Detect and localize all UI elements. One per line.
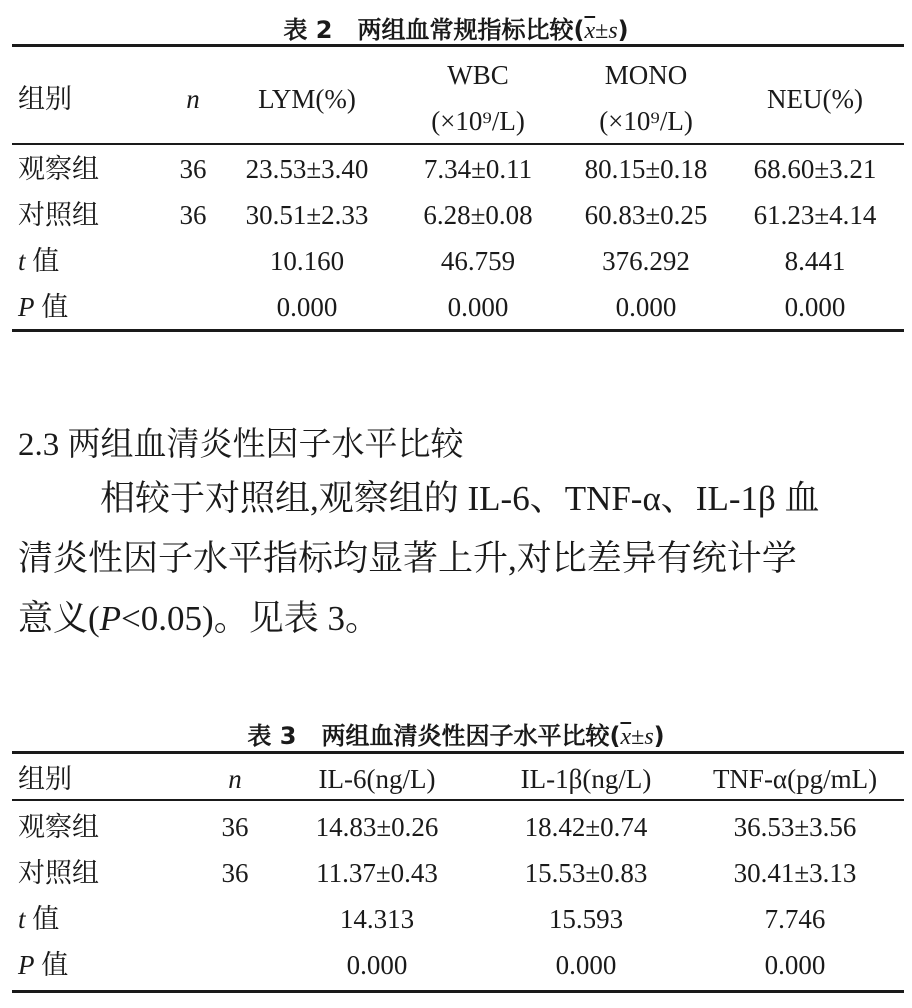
table2-header-wbc-unit: (×10⁹/L) (431, 106, 525, 136)
table3-row1-tnf: 36.53±3.56 (733, 812, 857, 842)
table3-row2-il1b: 15.53±0.83 (524, 858, 648, 888)
table3-caption-close: ) (653, 722, 665, 750)
table2-row2-wbc: 6.28±0.08 (423, 200, 533, 230)
section-paragraph-line2: 清炎性因子水平指标均显著上升,对比差异有统计学 (18, 539, 797, 578)
table2-caption-open: ( (573, 16, 585, 44)
table2-caption-label: 表 2 (283, 16, 333, 44)
table2-p-symbol: P (18, 292, 35, 322)
table2-header-wbc: WBC (447, 60, 509, 90)
table2-header-rule (12, 143, 904, 145)
table2-caption-xbar: $\overline{x}$ (584, 18, 596, 44)
table2-t-value-word: 值 (32, 246, 60, 276)
table3-caption-xbar: $\overline{x}$ (620, 724, 632, 750)
table3-t-value-word: 值 (32, 904, 60, 934)
table2-row1-lym: 23.53±3.40 (245, 154, 369, 184)
table2-p-label (18, 294, 68, 321)
table2-t-label (18, 248, 59, 275)
table3-header-group: 组别 (18, 764, 72, 794)
table2-t-mono: 376.292 (602, 246, 690, 276)
table3-header-tnf: TNF-α(pg/mL) (712, 764, 878, 794)
table2-row1-group: 观察组 (18, 154, 99, 184)
table3-t-tnf: 7.746 (764, 904, 826, 934)
section-paragraph-line1: 相较于对照组,观察组的 IL-6、TNF-α、IL-1β 血 (100, 479, 820, 518)
table3-header-il6: IL-6(ng/L) (318, 764, 436, 794)
table2-t-neu: 8.441 (784, 246, 846, 276)
table2-caption-text: 两组血常规指标比较 (357, 16, 574, 44)
table2-p-value-word: 值 (41, 292, 69, 322)
table3-row1-il6: 14.83±0.26 (315, 812, 439, 842)
table2-caption-pm: ± (595, 18, 609, 44)
table3-caption-s: s (644, 724, 654, 750)
table2-header-group: 组别 (18, 84, 72, 114)
table3-p-il1b: 0.000 (555, 950, 617, 980)
table2-row1-wbc: 7.34±0.11 (423, 154, 533, 184)
table3-t-il1b: 15.593 (548, 904, 624, 934)
table2-header-mono-unit: (×10⁹/L) (599, 106, 693, 136)
table2-bottom-rule (12, 329, 904, 332)
section-heading: 2.3 两组血清炎性因子水平比较 (18, 427, 464, 463)
table2-row1-n: 36 (179, 154, 207, 184)
table2-row2-n: 36 (179, 200, 207, 230)
table3-row2-group: 对照组 (18, 858, 99, 888)
table2-header-lym: LYM(%) (258, 84, 356, 114)
section-line3-end: <0.05)。见表 3。 (121, 599, 380, 638)
table2-header-neu: NEU(%) (767, 84, 863, 114)
section-line3-start: 意义( (18, 599, 100, 638)
table3-p-label (18, 952, 68, 979)
table2-t-symbol: t (18, 246, 26, 276)
table2-p-mono: 0.000 (615, 292, 677, 322)
table3-caption (0, 716, 912, 751)
table3-row2-tnf: 30.41±3.13 (733, 858, 857, 888)
table3-row2-n: 36 (221, 858, 249, 888)
section-paragraph-line3 (18, 590, 908, 648)
table2-row2-group: 对照组 (18, 200, 99, 230)
table2-header-n: n (186, 84, 200, 114)
table2-t-lym: 10.160 (269, 246, 345, 276)
table2-t-wbc: 46.759 (440, 246, 516, 276)
table3-p-tnf: 0.000 (764, 950, 826, 980)
table3-row1-n: 36 (221, 812, 249, 842)
table3-caption-label: 表 3 (247, 722, 297, 750)
table3-t-il6: 14.313 (339, 904, 415, 934)
section-line3-p-symbol: P (99, 599, 122, 638)
table3-row1-il1b: 18.42±0.74 (524, 812, 648, 842)
table3-row2-il6: 11.37±0.43 (316, 858, 438, 888)
table2-p-wbc: 0.000 (447, 292, 509, 322)
table3-caption-open: ( (609, 722, 621, 750)
table2-row2-mono: 60.83±0.25 (584, 200, 708, 230)
table2-p-neu: 0.000 (784, 292, 846, 322)
table3-header-rule (12, 799, 904, 801)
table3-caption-text: 两组血清炎性因子水平比较 (321, 722, 610, 750)
table3-t-symbol: t (18, 904, 26, 934)
table3-caption-pm: ± (631, 724, 645, 750)
table2-caption (0, 10, 912, 45)
table3-row1-group: 观察组 (18, 812, 99, 842)
table3-top-rule (12, 751, 904, 754)
table2-top-rule (12, 44, 904, 47)
table2-caption-close: ) (617, 16, 629, 44)
table2-row1-mono: 80.15±0.18 (584, 154, 708, 184)
table3-t-label (18, 906, 59, 933)
table2-row1-neu: 68.60±3.21 (753, 154, 877, 184)
table3-p-symbol: P (18, 950, 35, 980)
table3-p-il6: 0.000 (346, 950, 408, 980)
table3-bottom-rule (12, 990, 904, 993)
table2-row2-neu: 61.23±4.14 (753, 200, 877, 230)
table2-row2-lym: 30.51±2.33 (245, 200, 369, 230)
table2-caption-s: s (608, 18, 618, 44)
table3-header-n: n (228, 764, 242, 794)
table2-header-mono: MONO (604, 60, 688, 90)
table3-header-il1b: IL-1β(ng/L) (520, 764, 652, 794)
table2-p-lym: 0.000 (276, 292, 338, 322)
table3-p-value-word: 值 (41, 950, 69, 980)
